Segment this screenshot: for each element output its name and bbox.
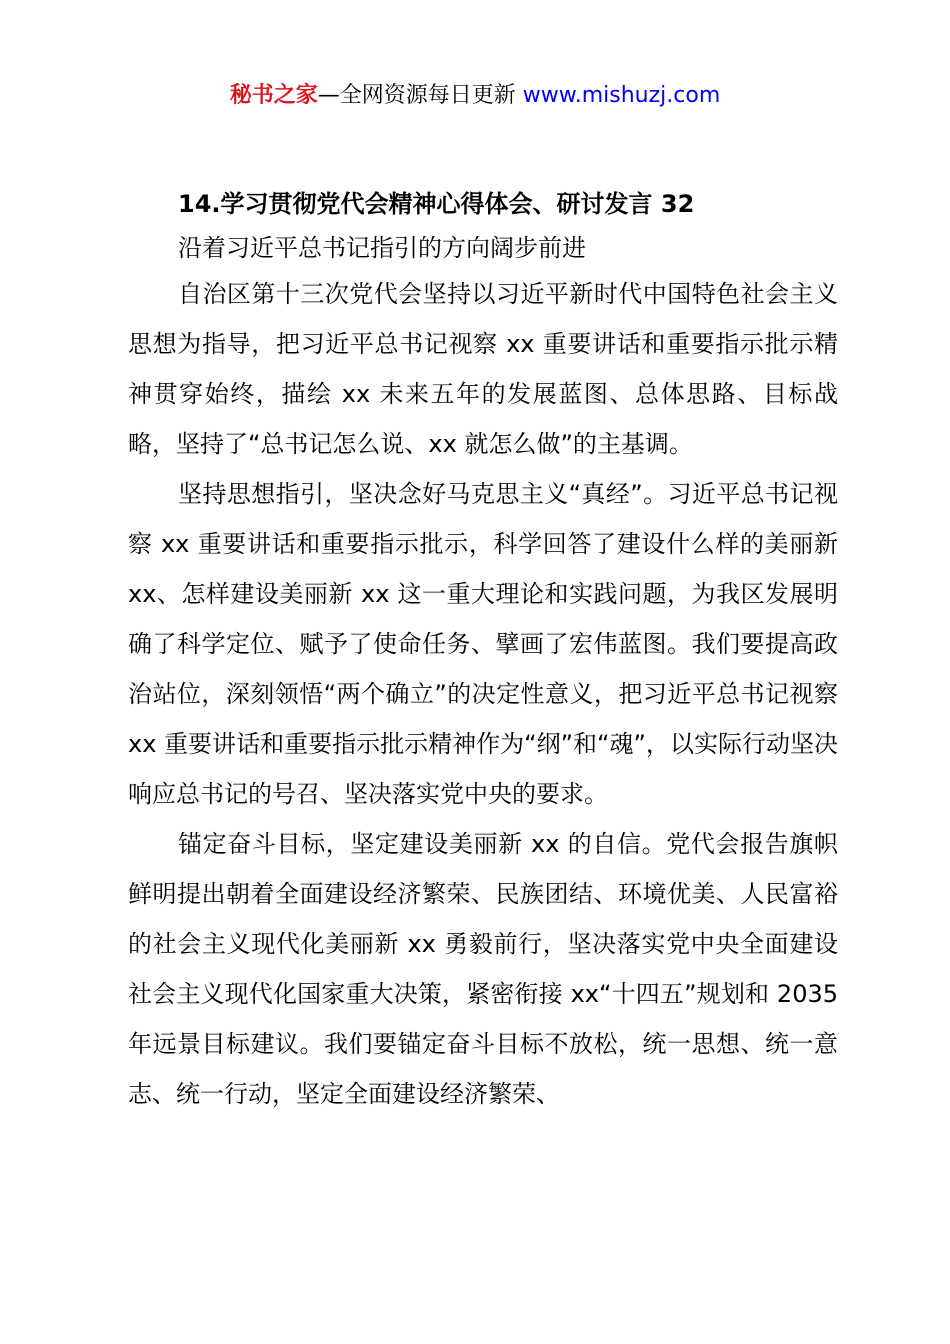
site-header: [0, 80, 950, 112]
paragraph-2: 坚持思想指引，坚决念好马克思主义“真经”。习近平总书记视察 xx 重要讲话和重要指示批示，科学回答了建设什么样的美丽新 xx、怎样建设美丽新 xx 这一重大理论和实践问题，为我区发展明确了科学定位、赋予了使命任务、擘画了宏伟蓝图。我们要提高政治站位，深刻领悟“两个确立”的决定性意义，把习近平总书记视察 xx 重要讲话和重要指示批示精神作为“纲”和“魂”，以实际行动坚决响应总书记的号召、坚决落实党中央的要求。: [128, 480, 838, 808]
document-subtitle: 沿着习近平总书记指引的方向阔步前进: [178, 234, 586, 262]
paragraph-1: 自治区第十三次党代会坚持以习近平新时代中国特色社会主义思想为指导，把习近平总书记视察 xx 重要讲话和重要指示批示精神贯穿始终，描绘 xx 未来五年的发展蓝图、总体思路、目标战略，坚持了“总书记怎么说、xx 就怎么做”的主基调。: [128, 280, 838, 458]
site-brand: 秘书之家: [229, 83, 318, 108]
document-title: 14.学习贯彻党代会精神心得体会、研讨发言 32: [178, 190, 695, 218]
paragraph-3: 锚定奋斗目标，坚定建设美丽新 xx 的自信。党代会报告旗帜鲜明提出朝着全面建设经济繁荣、民族团结、环境优美、人民富裕的社会主义现代化美丽新 xx 勇毅前行，坚决落实党中央全面建设社会主义现代化国家重大决策，紧密衔接 xx“十四五”规划和 2035 年远景目标建议。我们要锚定奋斗目标不放松，统一思想、统一意志、统一行动，坚定全面建设经济繁荣、: [128, 830, 838, 1108]
site-url-link[interactable]: www.mishuzj.com: [522, 83, 721, 108]
site-tagline: —全网资源每日更新: [317, 83, 523, 108]
document-body: [128, 183, 838, 1119]
